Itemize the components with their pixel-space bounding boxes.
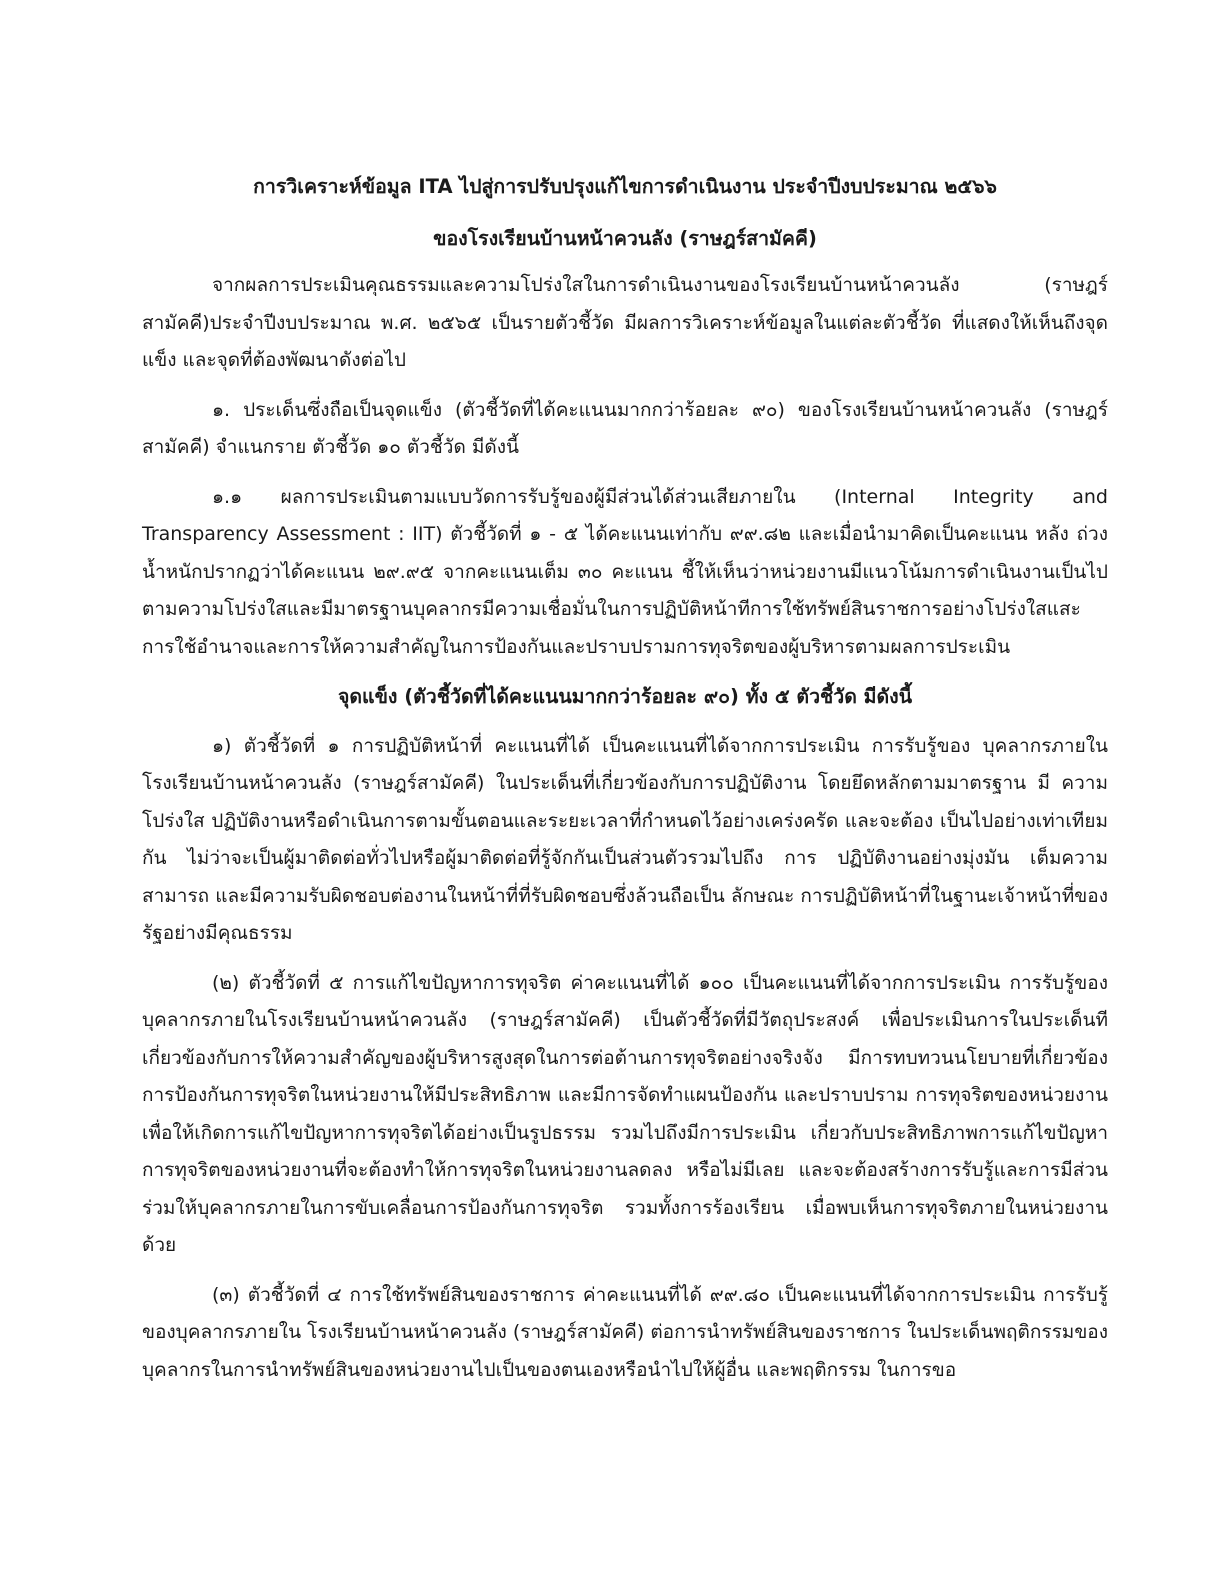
document-title: การวิเคราะห์ข้อมูล ITA ไปสู่การปรับปรุงแก้ไขการดำเนินงาน ประจำปีงบประมาณ ๒๕๖๖ xyxy=(253,175,997,198)
section-1-paragraph: ๑. ประเด็นซึ่งถือเป็นจุดแข็ง (ตัวชี้วัดที่ได้คะแนนมากกว่าร้อยละ ๙๐) ของโรงเรียนบ้านหน้าควนลัง (ราษฎร์สามัคคี) จำแนกราย ตัวชี้วัด ๑๐ ตัวชี้วัด มีดังนี้ xyxy=(142,398,1108,458)
document-subtitle: ของโรงเรียนบ้านหน้าควนลัง (ราษฎร์สามัคคี) xyxy=(433,226,817,250)
indicator-item-1: ๑) ตัวชี้วัดที่ ๑ การปฏิบัติหน้าที่ คะแนนที่ได้ เป็นคะแนนที่ได้จากการประเมิน การรับรู้ของ บุคลากรภายในโรงเรียนบ้านหน้าควนลัง (ราษฎร์สามัคคี) ในประเด็นที่เกี่ยวข้องกับการปฏิบัติงาน โดยยึดหลักตามมาตรฐาน มี ความโปร่งใส ปฏิบัติงานหรือดำเนินการตามขั้นตอนและระยะเวลาที่กำหนดไว้อย่างเคร่งครัด และจะต้อง เป็นไปอย่างเท่าเทียมกัน ไม่ว่าจะเป็นผู้มาติดต่อทั่วไปหรือผู้มาติดต่อที่รู้จักกันเป็นส่วนตัวรวมไปถึง การ ปฏิบัติงานอย่างมุ่งมัน เต็มความสามารถ และมีความรับผิดชอบต่องานในหน้าที่ที่รับผิดชอบซึ่งล้วนถือเป็น ลักษณะ การปฏิบัติหน้าที่ในฐานะเจ้าหน้าที่ของรัฐอย่างมีคุณธรรม xyxy=(142,734,1108,944)
intro-paragraph: จากผลการประเมินคุณธรรมและความโปร่งใสในการดำเนินงานของโรงเรียนบ้านหน้าควนลัง (ราษฎร์สามัคคี)ประจำปีงบประมาณ พ.ศ. ๒๕๖๕ เป็นรายตัวชี้วัด มีผลการวิเคราะห์ข้อมูลในแต่ละตัวชี้วัด ที่แสดงให้เห็นถึงจุดแข็ง และจุดที่ต้องพัฒนาดังต่อไป xyxy=(142,274,1108,371)
section-1-1-paragraph: ๑.๑ ผลการประเมินตามแบบวัดการรับรู้ของผู้มีส่วนได้ส่วนเสียภายใน (Internal Integrity and Transparency Assessment : IIT) ตัวชี้วัดที่ ๑ - ๕ ได้คะแนนเท่ากับ ๙๙.๘๒ และเมื่อนำมาคิดเป็นคะแนน หลัง ถ่วงน้ำหนักปรากฏว่าได้คะแนน ๒๙.๙๕ จากคะแนนเต็ม ๓๐ คะแนน ชี้ให้เห็นว่าหน่วยงานมีแนวโน้มการดำเนินงานเป็นไปตามความโปร่งใสและมีมาตรฐานบุคลากรมีความเชื่อมั่นในการปฏิบัติหน้าทีการใช้ทรัพย์สินราชการอย่างโปร่งใสแสะการใช้อำนาจและการให้ความสำคัญในการป้องกันและปราบปรามการทุจริตของผู้บริหารตามผลการประเมิน xyxy=(142,485,1108,658)
strengths-heading: จุดแข็ง (ตัวชี้วัดที่ได้คะแนนมากกว่าร้อยละ ๙๐) ทั้ง ๕ ตัวชี้วัด มีดังนี้ xyxy=(337,685,913,708)
indicator-item-3: (๓) ตัวชี้วัดที่ ๔ การใช้ทรัพย์สินของราชการ ค่าคะแนนที่ได้ ๙๙.๘๐ เป็นคะแนนที่ได้จากการประเมิน การรับรู้ของบุคลากรภายใน โรงเรียนบ้านหน้าควนลัง (ราษฎร์สามัคคี) ต่อการนำทรัพย์สินของราชการ ในประเด็นพฤติกรรมของ บุคลากรในการนำทรัพย์สินของหน่วยงานไปเป็นของตนเองหรือนำไปให้ผู้อื่น และพฤติกรรม ในการขอ xyxy=(142,1283,1108,1381)
indicator-item-2: (๒) ตัวชี้วัดที่ ๕ การแก้ไขปัญหาการทุจริต ค่าคะแนนที่ได้ ๑๐๐ เป็นคะแนนที่ได้จากการประเมิน การรับรู้ของบุคลากรภายในโรงเรียนบ้านหน้าควนลัง (ราษฎร์สามัคคี) เป็นตัวชี้วัดที่มีวัตถุประสงค์ เพื่อประเมินการในประเด็นทีเกี่ยวข้องกับการให้ความสำคัญของผู้บริหารสูงสุดในการต่อต้านการทุจริตอย่างจริงจัง มีการทบทวนนโยบายที่เกี่ยวข้องการป้องกันการทุจริตในหน่วยงานให้มีประสิทธิภาพ และมีการจัดทำแผนป้องกัน และปราบปราม การทุจริตของหน่วยงานเพื่อให้เกิดการแก้ไขปัญหาการทุจริตได้อย่างเป็นรูปธรรม รวมไปถึงมีการประเมิน เกี่ยวกับประสิทธิภาพการแก้ไขปัญหาการทุจริตของหน่วยงานที่จะต้องทำให้การทุจริตในหน่วยงานลดลง หรือไม่มีเลย และจะต้องสร้างการรับรู้และการมีส่วนร่วมให้บุคลากรภายในการขับเคลื่อนการป้องกันการทุจริต รวมทั้งการร้องเรียน เมื่อพบเห็นการทุจริตภายในหน่วยงานด้วย xyxy=(142,971,1108,1256)
document-body xyxy=(142,168,1108,1389)
